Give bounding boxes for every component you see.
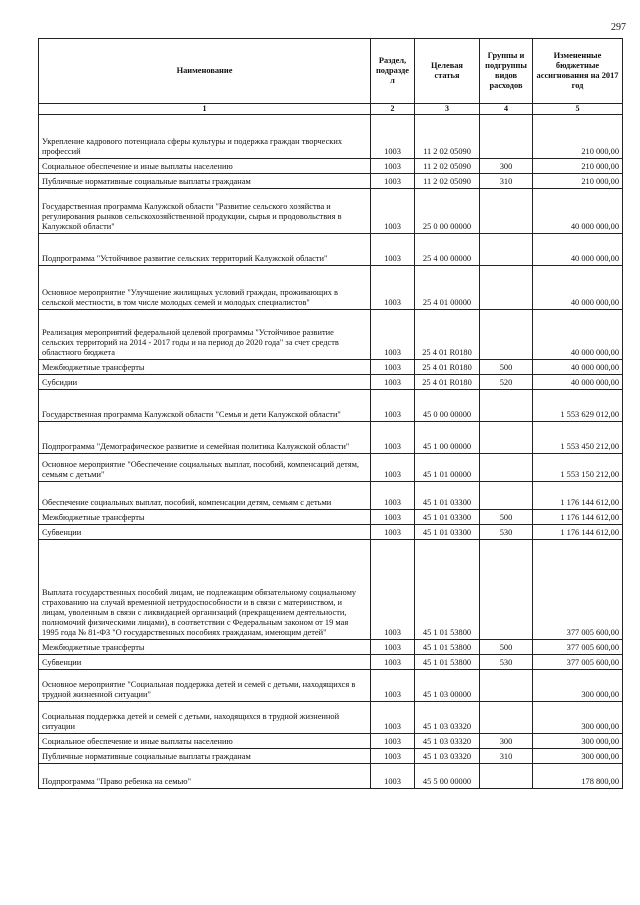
- row-section: 1003: [371, 174, 415, 189]
- row-name: Межбюджетные трансферты: [39, 510, 371, 525]
- row-amount: 1 176 144 612,00: [533, 510, 623, 525]
- row-target: 25 0 00 00000: [415, 189, 480, 234]
- row-section: 1003: [371, 266, 415, 310]
- row-group: [480, 189, 533, 234]
- table-row: [39, 734, 623, 749]
- row-group: [480, 310, 533, 360]
- column-number: 1: [39, 104, 371, 115]
- row-group: 310: [480, 174, 533, 189]
- row-name: Социальное обеспечение и иные выплаты населению: [39, 734, 371, 749]
- row-section: 1003: [371, 189, 415, 234]
- row-section: 1003: [371, 115, 415, 159]
- row-section: 1003: [371, 655, 415, 670]
- row-group: 530: [480, 525, 533, 540]
- table-row: [39, 540, 623, 640]
- table-row: [39, 360, 623, 375]
- row-section: 1003: [371, 764, 415, 789]
- row-name: Субсидии: [39, 375, 371, 390]
- table-row: [39, 510, 623, 525]
- row-group: 530: [480, 655, 533, 670]
- row-target: 45 1 01 03300: [415, 510, 480, 525]
- row-target: 11 2 02 05090: [415, 159, 480, 174]
- header-row: [39, 39, 623, 104]
- row-section: 1003: [371, 422, 415, 454]
- table-row: [39, 670, 623, 702]
- row-section: 1003: [371, 360, 415, 375]
- table-row: [39, 482, 623, 510]
- row-section: 1003: [371, 640, 415, 655]
- table-row: [39, 174, 623, 189]
- column-number-row: [39, 104, 623, 115]
- row-group: 500: [480, 510, 533, 525]
- row-name: Основное мероприятие "Обеспечение социальных выплат, пособий, компенсаций детям, семьям с детьми": [39, 454, 371, 482]
- table-row: [39, 159, 623, 174]
- row-amount: 377 005 600,00: [533, 640, 623, 655]
- table-row: [39, 454, 623, 482]
- table-body: [39, 115, 623, 789]
- row-target: 45 1 03 03320: [415, 749, 480, 764]
- budget-table: [38, 38, 623, 789]
- header-name: Наименование: [39, 39, 371, 104]
- row-target: 45 1 00 00000: [415, 422, 480, 454]
- row-target: 45 1 01 53800: [415, 640, 480, 655]
- row-section: 1003: [371, 702, 415, 734]
- table-row: [39, 310, 623, 360]
- row-name: Публичные нормативные социальные выплаты гражданам: [39, 749, 371, 764]
- row-amount: 1 176 144 612,00: [533, 482, 623, 510]
- row-group: [480, 670, 533, 702]
- row-name: Государственная программа Калужской области "Развитие сельского хозяйства и регулирования рынков сельскохозяйственной продукции, сырья и продовольствия в Калужской области": [39, 189, 371, 234]
- row-target: 25 4 01 R0180: [415, 310, 480, 360]
- row-name: Укрепление кадрового потенциала сферы культуры и подержка граждан творческих профессий: [39, 115, 371, 159]
- row-amount: 1 176 144 612,00: [533, 525, 623, 540]
- row-name: Реализация мероприятий федеральной целевой программы "Устойчивое развитие сельских территорий на 2014 - 2017 годы и на период до 2020 года" за счет средств областного бюджета: [39, 310, 371, 360]
- header-target: Целевая статья: [415, 39, 480, 104]
- row-group: [480, 454, 533, 482]
- row-group: [480, 390, 533, 422]
- row-group: [480, 540, 533, 640]
- row-amount: 40 000 000,00: [533, 360, 623, 375]
- row-name: Межбюджетные трансферты: [39, 640, 371, 655]
- row-section: 1003: [371, 510, 415, 525]
- row-target: 11 2 02 05090: [415, 115, 480, 159]
- row-name: Субвенции: [39, 525, 371, 540]
- row-name: Выплата государственных пособий лицам, не подлежащим обязательному социальному страхованию на случай временной нетрудоспособности и в связи с материнством, и лицам, уволенным в связи с ликвидацией организаций (прекращением деятельности, полномочий физическими лицами), в соответствии с Федеральным законом от 19 мая 1995 года № 81-ФЗ "О государственных пособиях гражданам, имеющим детей": [39, 540, 371, 640]
- row-amount: 178 800,00: [533, 764, 623, 789]
- table-row: [39, 189, 623, 234]
- table-row: [39, 234, 623, 266]
- table-row: [39, 655, 623, 670]
- row-group: [480, 115, 533, 159]
- row-group: 310: [480, 749, 533, 764]
- table-row: [39, 422, 623, 454]
- table-row: [39, 375, 623, 390]
- row-group: 300: [480, 734, 533, 749]
- row-target: 45 1 03 03320: [415, 702, 480, 734]
- row-target: 45 0 00 00000: [415, 390, 480, 422]
- row-name: Социальная поддержка детей и семей с детьми, находящихся в трудной жизненной ситуации: [39, 702, 371, 734]
- header-section: Раздел, подразде л: [371, 39, 415, 104]
- row-section: 1003: [371, 540, 415, 640]
- row-amount: 300 000,00: [533, 734, 623, 749]
- row-section: 1003: [371, 454, 415, 482]
- row-group: 500: [480, 640, 533, 655]
- row-target: 45 1 01 00000: [415, 454, 480, 482]
- table-row: [39, 115, 623, 159]
- table-row: [39, 525, 623, 540]
- row-group: [480, 482, 533, 510]
- table-row: [39, 764, 623, 789]
- row-amount: 40 000 000,00: [533, 234, 623, 266]
- row-amount: 40 000 000,00: [533, 375, 623, 390]
- row-name: Подпрограмма "Демографическое развитие и семейная политика Калужской области": [39, 422, 371, 454]
- row-amount: 377 005 600,00: [533, 655, 623, 670]
- row-amount: 40 000 000,00: [533, 310, 623, 360]
- row-group: [480, 422, 533, 454]
- column-number: 5: [533, 104, 623, 115]
- row-target: 25 4 01 R0180: [415, 375, 480, 390]
- table-row: [39, 390, 623, 422]
- row-target: 11 2 02 05090: [415, 174, 480, 189]
- row-amount: 1 553 629 012,00: [533, 390, 623, 422]
- row-amount: 210 000,00: [533, 115, 623, 159]
- row-target: 25 4 00 00000: [415, 234, 480, 266]
- row-amount: 210 000,00: [533, 159, 623, 174]
- row-section: 1003: [371, 234, 415, 266]
- row-group: 520: [480, 375, 533, 390]
- row-name: Государственная программа Калужской области "Семья и дети Калужской области": [39, 390, 371, 422]
- row-target: 45 1 01 03300: [415, 525, 480, 540]
- row-name: Основное мероприятие "Улучшение жилищных условий граждан, проживающих в сельской местности, в том числе молодых семей и молодых специалистов": [39, 266, 371, 310]
- row-name: Обеспечение социальных выплат, пособий, компенсации детям, семьям с детьми: [39, 482, 371, 510]
- table-row: [39, 640, 623, 655]
- row-target: 45 5 00 00000: [415, 764, 480, 789]
- row-section: 1003: [371, 310, 415, 360]
- row-group: [480, 764, 533, 789]
- row-section: 1003: [371, 749, 415, 764]
- row-target: 45 1 01 53800: [415, 655, 480, 670]
- row-section: 1003: [371, 390, 415, 422]
- row-target: 25 4 01 R0180: [415, 360, 480, 375]
- row-amount: 1 553 450 212,00: [533, 422, 623, 454]
- header-groups: Группы и подгруппы видов расходов: [480, 39, 533, 104]
- row-target: 25 4 01 00000: [415, 266, 480, 310]
- row-name: Публичные нормативные социальные выплаты гражданам: [39, 174, 371, 189]
- row-group: 300: [480, 159, 533, 174]
- row-name: Субвенции: [39, 655, 371, 670]
- header-amount: Измененные бюджетные ассигнования на 2017 год: [533, 39, 623, 104]
- page-number: 297: [611, 22, 626, 33]
- table-row: [39, 749, 623, 764]
- row-amount: 210 000,00: [533, 174, 623, 189]
- row-amount: 40 000 000,00: [533, 266, 623, 310]
- row-name: Основное мероприятие "Социальная поддержка детей и семей с детьми, находящихся в трудной жизненной ситуации": [39, 670, 371, 702]
- row-amount: 300 000,00: [533, 702, 623, 734]
- table-row: [39, 266, 623, 310]
- row-name: Межбюджетные трансферты: [39, 360, 371, 375]
- row-section: 1003: [371, 734, 415, 749]
- row-amount: 1 553 150 212,00: [533, 454, 623, 482]
- table-row: [39, 702, 623, 734]
- column-number: 4: [480, 104, 533, 115]
- row-target: 45 1 01 03300: [415, 482, 480, 510]
- row-amount: 300 000,00: [533, 670, 623, 702]
- row-name: Подпрограмма "Устойчивое развитие сельских территорий Калужской области": [39, 234, 371, 266]
- row-group: [480, 234, 533, 266]
- row-name: Социальное обеспечение и иные выплаты населению: [39, 159, 371, 174]
- row-section: 1003: [371, 525, 415, 540]
- column-number: 3: [415, 104, 480, 115]
- row-section: 1003: [371, 670, 415, 702]
- row-target: 45 1 03 03320: [415, 734, 480, 749]
- row-group: [480, 266, 533, 310]
- row-name: Подпрограмма "Право ребенка на семью": [39, 764, 371, 789]
- row-target: 45 1 03 00000: [415, 670, 480, 702]
- row-amount: 40 000 000,00: [533, 189, 623, 234]
- row-section: 1003: [371, 159, 415, 174]
- row-target: 45 1 01 53800: [415, 540, 480, 640]
- row-amount: 300 000,00: [533, 749, 623, 764]
- column-number: 2: [371, 104, 415, 115]
- row-group: 500: [480, 360, 533, 375]
- row-section: 1003: [371, 375, 415, 390]
- row-group: [480, 702, 533, 734]
- row-section: 1003: [371, 482, 415, 510]
- row-amount: 377 005 600,00: [533, 540, 623, 640]
